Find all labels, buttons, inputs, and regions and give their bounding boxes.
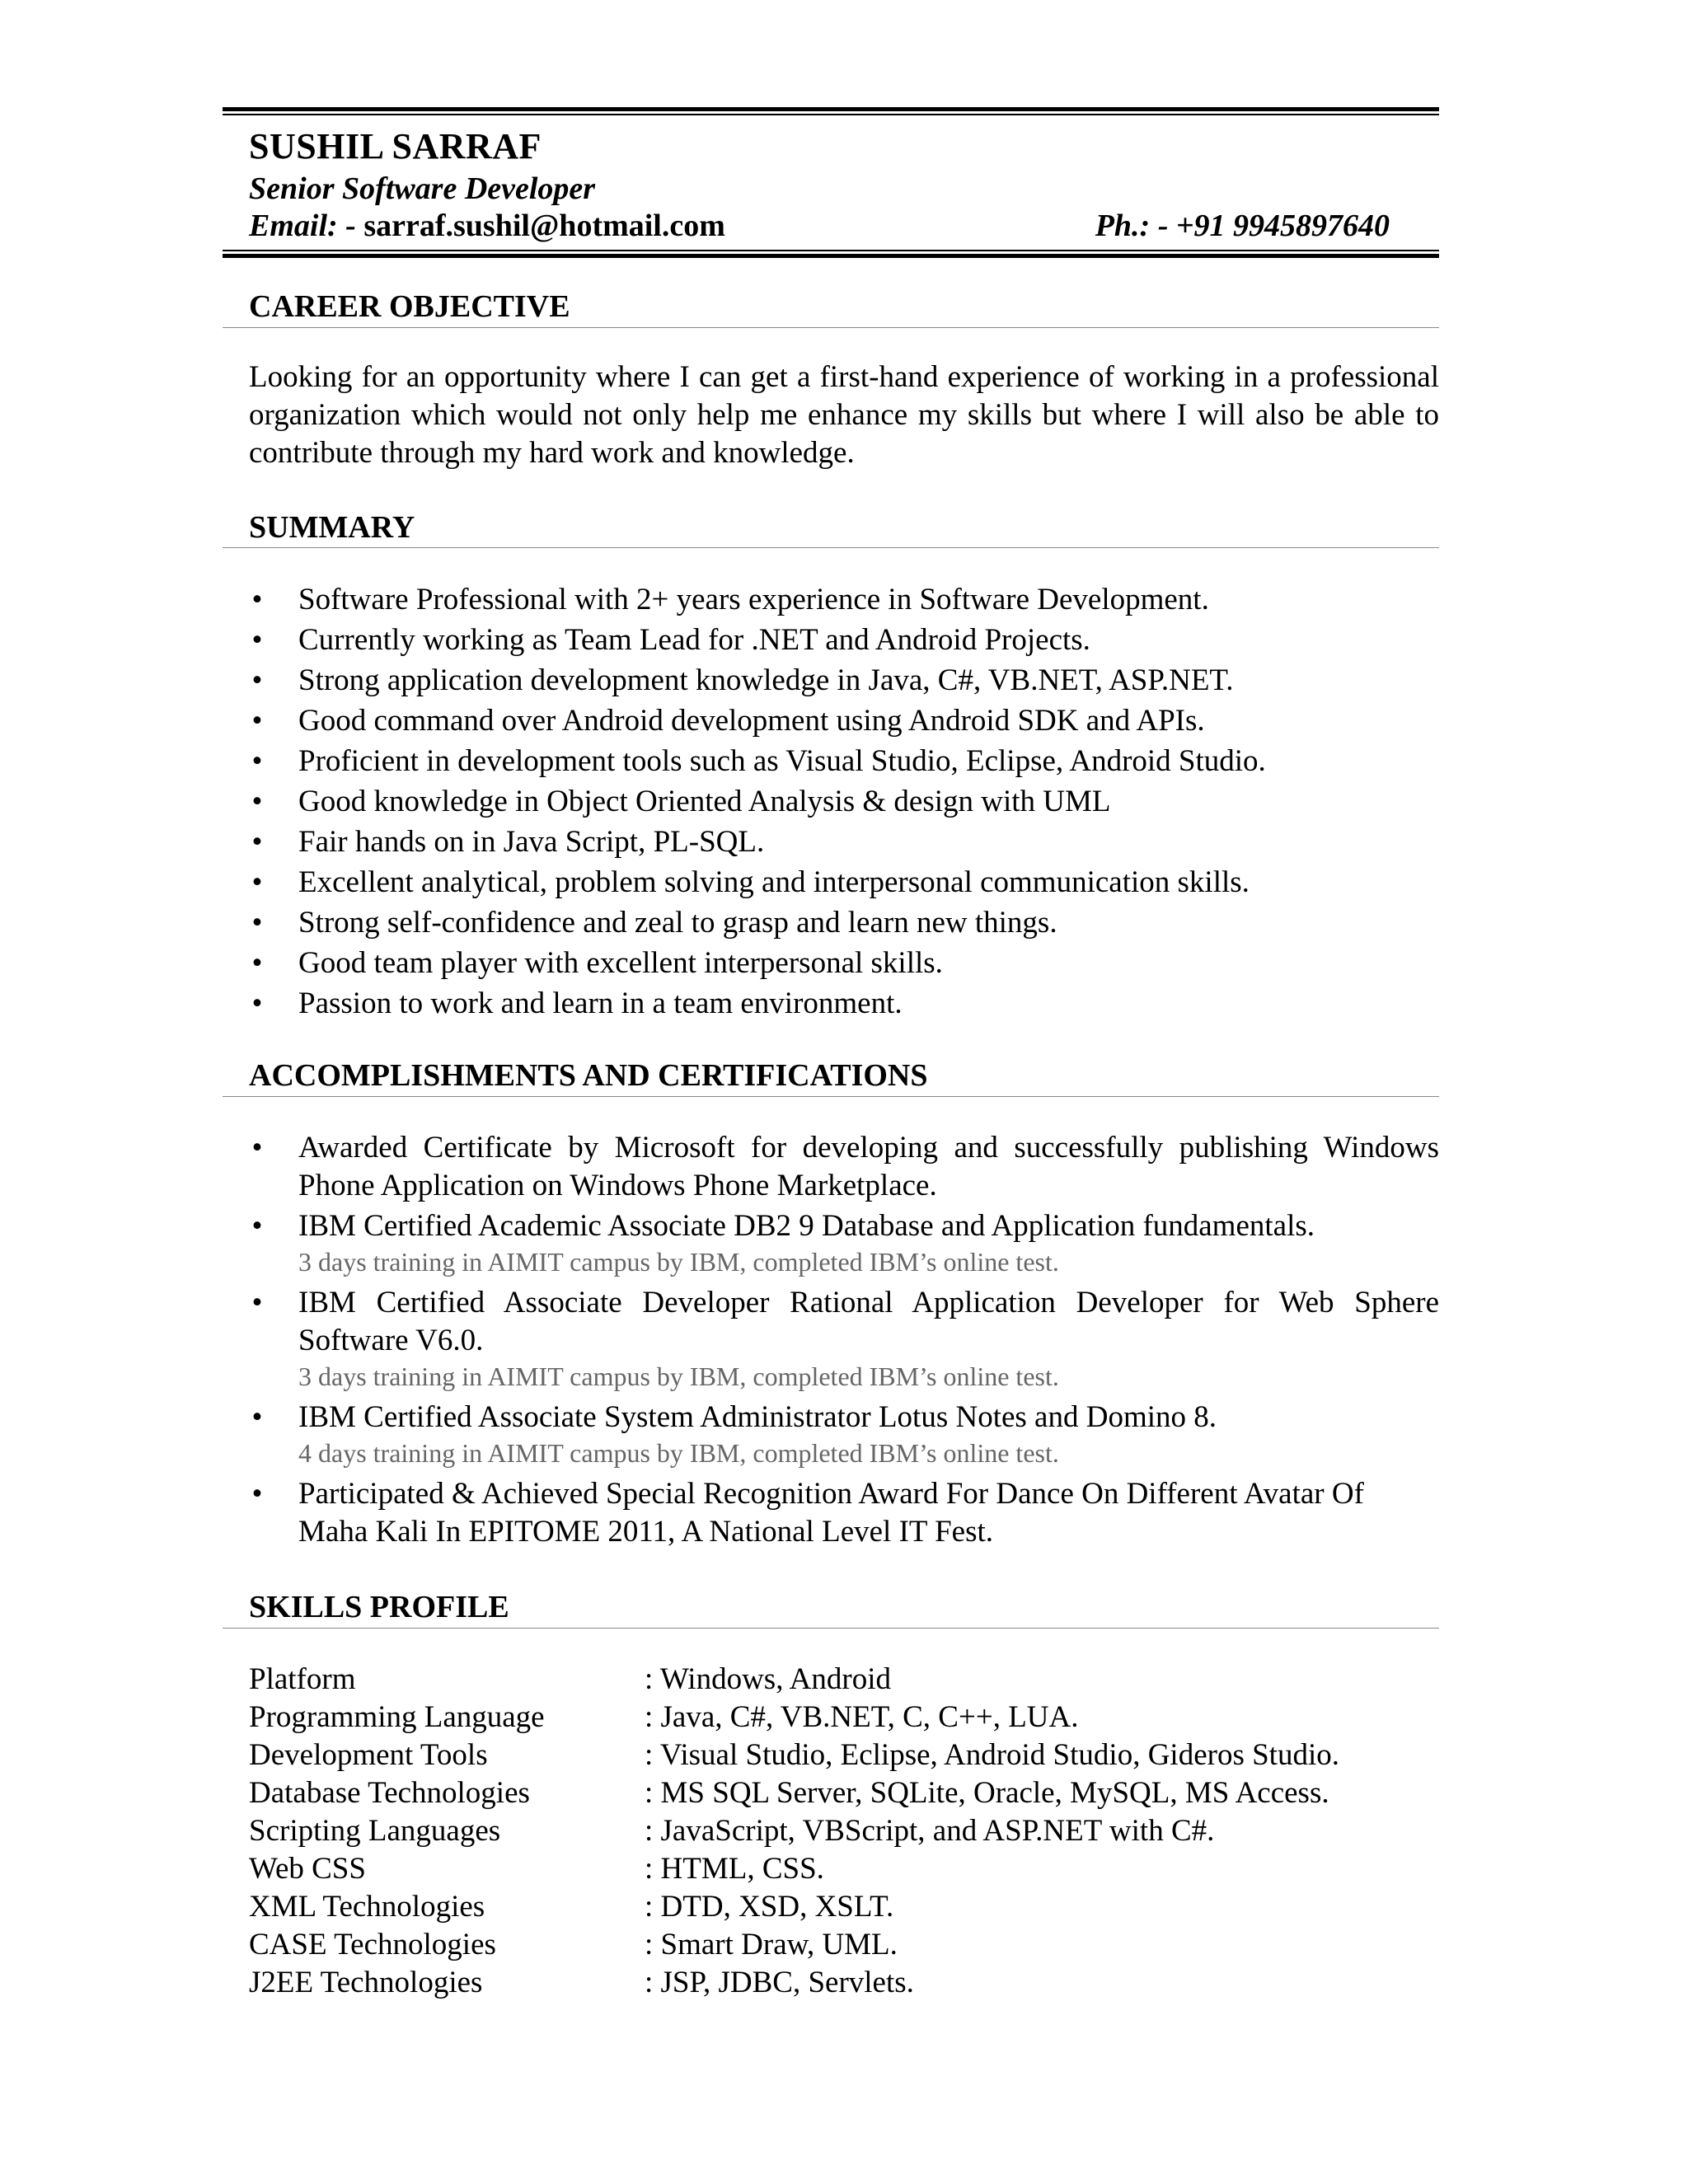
list-item [249,781,1439,822]
summary-item-text: Fair hands on in Java Script, PL-SQL. [298,825,765,859]
summary-item-text: Strong self-confidence and zeal to grasp and learn new things. [298,906,1057,940]
bullet-icon: • [251,825,263,859]
list-item [249,620,1439,660]
career-objective-text: Looking for an opportunity where I can get a first-hand experience of working in a professional organization which would not only help me enhance my skills but where I will also be able to contribute through my hard work and knowledge. [249,360,1439,470]
list-item [249,579,1439,620]
candidate-title: Senior Software Developer [249,171,596,206]
accomplishments-rule [223,1096,1439,1097]
list-item [249,1284,1439,1394]
list-item [249,862,1439,902]
list-item [249,701,1439,741]
bullet-icon: • [251,906,263,940]
list-item [249,822,1439,862]
contact-line [249,208,1390,244]
list-item [249,741,1439,781]
skill-value: : Visual Studio, Eclipse, Android Studio, Gideros Studio. [645,1738,1339,1772]
bullet-icon: • [251,744,263,778]
bullet-icon: • [251,785,263,818]
skill-key: Platform [249,1662,356,1696]
summary-item-text: Software Professional with 2+ years experience in Software Development. [298,583,1209,616]
accomplishment-text: Participated & Achieved Special Recognition Award For Dance On Different Avatar Of Maha Kali In EPITOME 2011, A National Level IT Fest. [298,1477,1364,1549]
accomplishment-note: 4 days training in AIMIT campus by IBM, completed IBM’s online test. [298,1438,1059,1468]
skill-key: J2EE Technologies [249,1966,483,1999]
bullet-icon: • [251,663,263,697]
skill-key: Programming Language [249,1700,545,1734]
list-item [249,1129,1439,1205]
table-row [249,1964,1339,2002]
bullet-icon: • [251,865,263,899]
bullet-icon: • [251,1400,263,1434]
skill-value: : Windows, Android [645,1662,891,1696]
list-item [249,943,1439,983]
list-item [249,1207,1439,1279]
bullet-icon: • [251,583,263,616]
skills-heading: SKILLS PROFILE [249,1590,509,1624]
table-row [249,1850,1339,1888]
skill-key: CASE Technologies [249,1928,496,1961]
list-item [249,1475,1439,1551]
accomplishments-heading: ACCOMPLISHMENTS AND CERTIFICATIONS [249,1058,928,1093]
skill-value: : MS SQL Server, SQLite, Oracle, MySQL, MS Access. [645,1776,1329,1810]
summary-item-text: Good command over Android development using Android SDK and APIs. [298,704,1205,738]
skill-key: Scripting Languages [249,1814,501,1848]
summary-item-text: Proficient in development tools such as Visual Studio, Eclipse, Android Studio. [298,744,1266,778]
bullet-icon: • [251,1477,263,1511]
skill-key: Web CSS [249,1852,366,1886]
header-top-rule [223,107,1439,115]
accomplishment-text: Awarded Certificate by Microsoft for developing and successfully publishing Windows Phone Application on Windows Phone Marketplace. [298,1131,1439,1202]
list-item [249,902,1439,943]
table-row [249,1774,1339,1812]
summary-item-text: Currently working as Team Lead for .NET and Android Projects. [298,623,1090,657]
accomplishment-note: 3 days training in AIMIT campus by IBM, completed IBM’s online test. [298,1361,1059,1391]
career-objective-heading: CAREER OBJECTIVE [249,289,570,324]
candidate-name: SUSHIL SARRAF [249,126,542,166]
summary-item-text: Excellent analytical, problem solving and interpersonal communication skills. [298,865,1250,899]
skill-value: : HTML, CSS. [645,1852,824,1886]
skill-value: : DTD, XSD, XSLT. [645,1890,894,1924]
list-item [249,983,1439,1024]
header-bottom-rule [223,250,1439,258]
skill-value: : Java, C#, VB.NET, C, C++, LUA. [645,1700,1079,1734]
career-objective-rule [223,327,1439,328]
bullet-icon: • [251,623,263,657]
summary-item-text: Good team player with excellent interpersonal skills. [298,946,943,980]
summary-rule [223,547,1439,548]
list-item [249,660,1439,701]
list-item [249,1399,1439,1470]
accomplishments-list [249,1129,1439,1554]
email-block [249,208,725,244]
table-row [249,1699,1339,1736]
summary-item-text: Passion to work and learn in a team environment. [298,987,903,1020]
skills-table [249,1661,1339,2002]
bullet-icon: • [251,1209,263,1243]
accomplishment-text: IBM Certified Academic Associate DB2 9 Database and Application fundamentals. [298,1209,1315,1243]
bullet-icon: • [251,1131,263,1165]
accomplishment-text: IBM Certified Associate System Administrator Lotus Notes and Domino 8. [298,1400,1217,1434]
bullet-icon: • [251,987,263,1020]
accomplishment-text: IBM Certified Associate Developer Rational Application Developer for Web Sphere Software V6.0. [298,1286,1439,1357]
summary-list [249,579,1439,1024]
summary-item-text: Good knowledge in Object Oriented Analysis & design with UML [298,785,1111,818]
phone-number: Ph.: - +91 9945897640 [1095,209,1390,243]
skill-key: Database Technologies [249,1776,530,1810]
summary-heading: SUMMARY [249,510,415,545]
bullet-icon: • [251,1286,263,1319]
skill-value: : Smart Draw, UML. [645,1928,898,1961]
skill-key: XML Technologies [249,1890,485,1924]
email-label: Email: - [249,209,356,243]
skills-rule [223,1628,1439,1629]
table-row [249,1888,1339,1926]
skill-value: : JavaScript, VBScript, and ASP.NET with C#. [645,1814,1215,1848]
table-row [249,1926,1339,1964]
table-row [249,1812,1339,1850]
skill-value: : JSP, JDBC, Servlets. [645,1966,914,1999]
bullet-icon: • [251,704,263,738]
table-row [249,1736,1339,1774]
email-address[interactable]: sarraf.sushil@hotmail.com [363,209,725,243]
table-row [249,1661,1339,1699]
skill-key: Development Tools [249,1738,488,1772]
accomplishment-note: 3 days training in AIMIT campus by IBM, completed IBM’s online test. [298,1247,1059,1277]
summary-item-text: Strong application development knowledge in Java, C#, VB.NET, ASP.NET. [298,663,1234,697]
bullet-icon: • [251,946,263,980]
